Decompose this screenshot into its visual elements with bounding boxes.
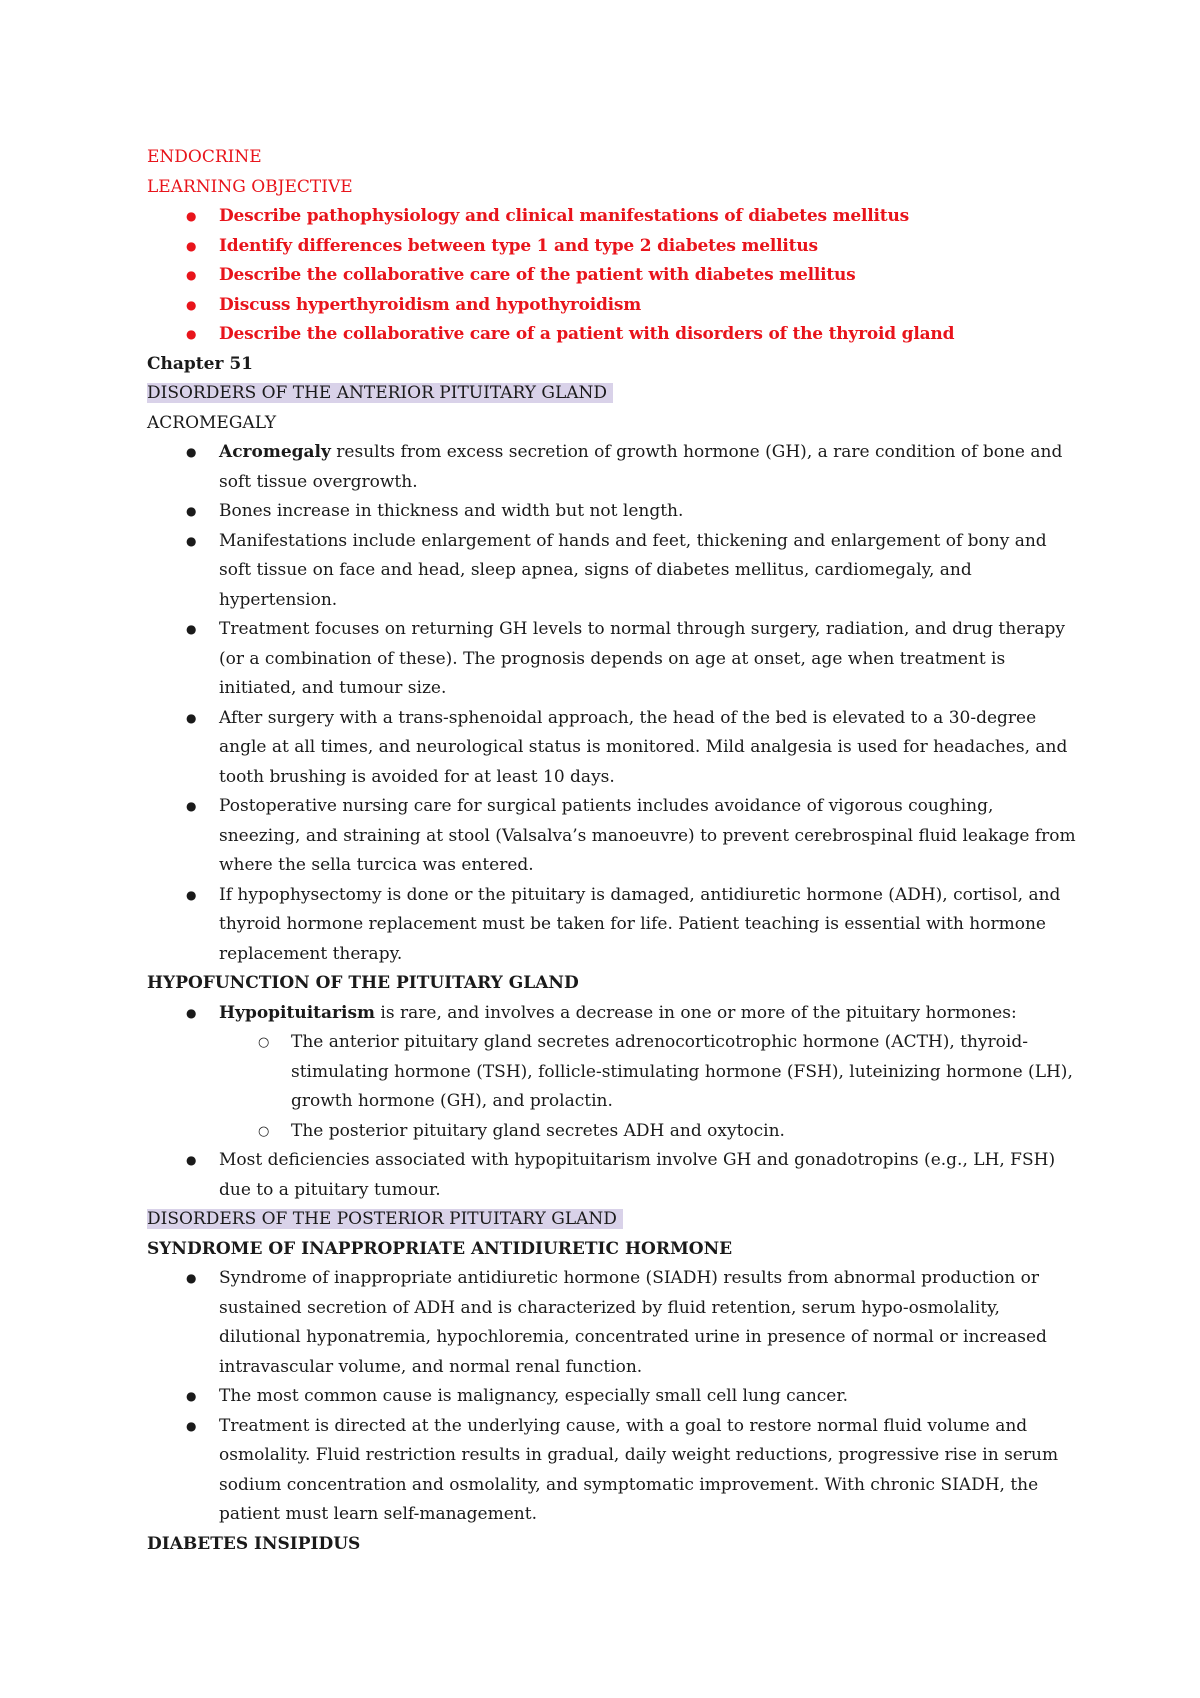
- bullet-icon: ●: [186, 1271, 197, 1285]
- subsection-heading: SYNDROME OF INAPPROPRIATE ANTIDIURETIC HORMONE: [147, 1238, 733, 1259]
- bullet-icon: ●: [186, 1418, 197, 1433]
- list-item: ● The most common cause is malignancy, especially small cell lung cancer.: [147, 1382, 1080, 1412]
- list-item: ● Most deficiencies associated with hypopituitarism involve GH and gonadotropins (e.g., LH, FSH) due to a pituitary tumour.: [147, 1146, 1080, 1205]
- list-item: ● Identify differences between type 1 and type 2 diabetes mellitus: [147, 232, 1080, 262]
- list-item: ● Postoperative nursing care for surgical patients includes avoidance of vigorous coughing, sneezing, and straining at stool (Valsalva’s manoeuvre) to prevent cerebrospinal fluid leakage from where the sella turcica was entered.: [147, 792, 1080, 881]
- chapter-label: Chapter 51: [147, 353, 253, 374]
- bullet-icon: ●: [186, 297, 197, 312]
- circle-bullet-icon: ○: [258, 1035, 270, 1050]
- circle-bullet-icon: ○: [258, 1123, 270, 1139]
- section-heading: DISORDERS OF THE ANTERIOR PITUITARY GLAND: [147, 379, 1080, 409]
- list-item: ● Treatment is directed at the underlying cause, with a goal to restore normal fluid volume and osmolality. Fluid restriction results in gradual, daily weight reductions, progressive rise in serum sodium concentration and osmolality, and symptomatic improvement. With chronic SIADH, the patient must learn self-management.: [147, 1412, 1080, 1530]
- subsection-heading: HYPOFUNCTION OF THE PITUITARY GLAND: [147, 973, 579, 993]
- document-title: ENDOCRINE: [147, 147, 262, 167]
- bullet-icon: ●: [186, 1153, 197, 1167]
- list-item: ● Discuss hyperthyroidism and hypothyroidism: [147, 291, 1080, 321]
- list-item: ● Syndrome of inappropriate antidiuretic hormone (SIADH) results from abnormal production or sustained secretion of ADH and is characterized by fluid retention, serum hypo-osmolality, dilutional hyponatremia, hypochloremia, concentrated urine in presence of normal or increased intravascular volume, and normal renal function.: [147, 1264, 1080, 1382]
- list-item: ● Describe the collaborative care of the patient with diabetes mellitus: [147, 261, 1080, 291]
- list-item: ● Bones increase in thickness and width but not length.: [147, 497, 1080, 527]
- sub-list-item: ○ The posterior pituitary gland secretes ADH and oxytocin.: [147, 1117, 1080, 1147]
- list-item: ● Describe the collaborative care of a patient with disorders of the thyroid gland: [147, 320, 1080, 350]
- list-item: ● Treatment focuses on returning GH levels to normal through surgery, radiation, and drug therapy (or a combination of these). The prognosis depends on age at onset, age when treatment is initiated, and tumour size.: [147, 615, 1080, 704]
- bullet-icon: ●: [186, 887, 197, 902]
- document-subtitle: LEARNING OBJECTIVE: [147, 176, 353, 197]
- bullet-icon: ●: [186, 1005, 197, 1020]
- sub-list-item: ○ The anterior pituitary gland secretes adrenocorticotrophic hormone (ACTH), thyroid-stimulating hormone (TSH), follicle-stimulating hormone (FSH), luteinizing hormone (LH), growth hormone (GH), and prolactin.: [147, 1028, 1080, 1117]
- siadh-list: [147, 1264, 1080, 1530]
- bullet-icon: ●: [186, 710, 197, 725]
- bullet-icon: ●: [186, 445, 197, 459]
- subsection-heading: ACROMEGALY: [147, 412, 277, 433]
- list-item: ● After surgery with a trans-sphenoidal approach, the head of the bed is elevated to a 30-degree angle at all times, and neurological status is monitored. Mild analgesia is used for headaches, and tooth brushing is avoided for at least 10 days.: [147, 704, 1080, 793]
- list-item: ● Describe pathophysiology and clinical manifestations of diabetes mellitus: [147, 202, 1080, 232]
- section-heading: DISORDERS OF THE POSTERIOR PITUITARY GLAND: [147, 1205, 1080, 1235]
- list-item: ● Acromegaly results from excess secretion of growth hormone (GH), a rare condition of bone and soft tissue overgrowth.: [147, 438, 1080, 497]
- acromegaly-list: [147, 438, 1080, 969]
- bullet-icon: ●: [186, 268, 197, 282]
- bullet-icon: ●: [186, 504, 197, 518]
- bullet-icon: ●: [186, 327, 197, 341]
- objectives-list: [147, 202, 1080, 350]
- subsection-heading: DIABETES INSIPIDUS: [147, 1533, 361, 1554]
- list-item: ● Manifestations include enlargement of hands and feet, thickening and enlargement of bony and soft tissue on face and head, sleep apnea, signs of diabetes mellitus, cardiomegaly, and hypertension.: [147, 527, 1080, 616]
- bullet-icon: ●: [186, 1389, 197, 1403]
- bullet-icon: ●: [186, 799, 197, 813]
- bullet-icon: ●: [186, 238, 197, 253]
- bullet-icon: ●: [186, 209, 197, 223]
- list-item: ● If hypophysectomy is done or the pituitary is damaged, antidiuretic hormone (ADH), cortisol, and thyroid hormone replacement must be taken for life. Patient teaching is essential with hormone replacement therapy.: [147, 881, 1080, 970]
- bullet-icon: ●: [186, 533, 197, 548]
- list-item: ● Hypopituitarism is rare, and involves a decrease in one or more of the pituitary hormones:: [147, 999, 1080, 1029]
- bullet-icon: ●: [186, 622, 197, 636]
- hypopituitarism-list: [147, 999, 1080, 1206]
